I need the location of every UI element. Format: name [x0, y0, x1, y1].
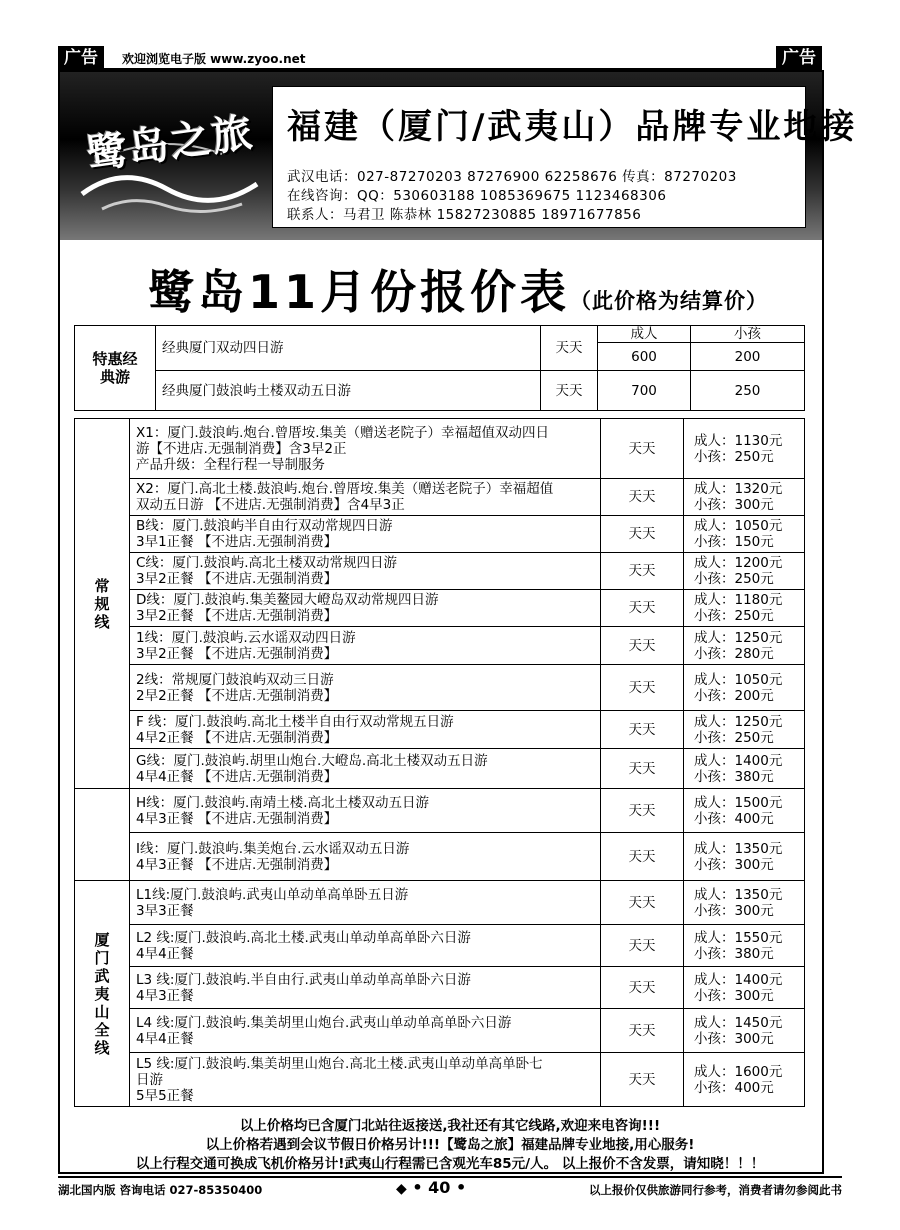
route-1	[130, 627, 601, 665]
special-row-2-child: 250	[691, 371, 805, 411]
route-l4-adult: 成人：1450元	[694, 1014, 783, 1031]
contact-people: 联系人：马君卫 陈恭林 15827230885 18971677856	[287, 207, 642, 223]
route-l5-price	[684, 1053, 805, 1107]
route-x1-line3: 产品升级：全程行程一导制服务	[136, 456, 325, 473]
route-h-price	[684, 789, 805, 833]
route-x2-line2: 双动五日游 【不进店.无强制消费】含4早3正	[136, 497, 405, 513]
route-l3-line2: 4早3正餐	[136, 987, 194, 1004]
note-line-1: 以上价格均已含厦门北站往返接送,我社还有其它线路,欢迎来电咨询!!!	[239, 1118, 661, 1134]
route-h-child: 小孩：400元	[694, 810, 774, 827]
route-c-child: 小孩：250元	[694, 571, 774, 587]
route-x1-line2: 游【不进店.无强制消费】含3早2正	[136, 440, 347, 457]
route-x1-adult: 成人：1130元	[694, 432, 783, 449]
route-l2-child: 小孩：380元	[694, 945, 774, 962]
special-category: 特惠经典游	[75, 326, 156, 411]
route-2	[130, 665, 601, 711]
route-f-adult: 成人：1250元	[694, 713, 783, 730]
route-d	[130, 590, 601, 627]
route-2-line2: 2早2正餐 【不进店.无强制消费】	[136, 687, 338, 704]
route-b-days: 天天	[601, 516, 684, 553]
route-g-days: 天天	[601, 749, 684, 789]
route-l3-days: 天天	[601, 967, 684, 1009]
route-i-adult: 成人：1350元	[694, 840, 783, 857]
brand-logo	[72, 94, 262, 224]
route-i-line1: I线：厦门.鼓浪屿.集美炮台.云水谣双动五日游	[136, 840, 410, 857]
route-l3-price	[684, 967, 805, 1009]
route-c-price	[684, 553, 805, 590]
route-l4-child: 小孩：300元	[694, 1030, 774, 1047]
special-row-1-adult: 600	[598, 343, 691, 371]
ad-label-left: 广告	[58, 46, 104, 70]
route-x2-days: 天天	[601, 479, 684, 516]
route-l1-line2: 3早3正餐	[136, 902, 194, 919]
route-l1-adult: 成人：1350元	[694, 886, 783, 903]
route-b	[130, 516, 601, 553]
route-l3	[130, 967, 601, 1009]
route-1-child: 小孩：280元	[694, 645, 774, 662]
route-l4	[130, 1009, 601, 1053]
note-line-2: 以上价格若遇到会议节假日价格另计!!!【鹭岛之旅】福建品牌专业地接,用心服务!	[205, 1137, 695, 1153]
title-sub: （此价格为结算价）	[570, 289, 769, 313]
route-l4-line1: L4 线:厦门.鼓浪屿.集美胡里山炮台.武夷山单动单高单卧六日游	[136, 1014, 512, 1031]
route-x2-child: 小孩：300元	[694, 497, 774, 513]
route-i-price	[684, 833, 805, 881]
route-b-line2: 3早1正餐 【不进店.无强制消费】	[136, 534, 338, 550]
route-l5-child: 小孩：400元	[694, 1079, 774, 1096]
special-row-1-child: 200	[691, 343, 805, 371]
route-l1-line1: L1线:厦门.鼓浪屿.武夷山单动单高单卧五日游	[136, 886, 409, 903]
logo-text: 鹭岛之旅	[83, 108, 257, 179]
route-h-line2: 4早3正餐 【不进店.无强制消费】	[136, 810, 338, 827]
site-link[interactable]: 欢迎浏览电子版 www.zyoo.net	[122, 52, 306, 66]
brand-slogan: 福建（厦门/武夷山）品牌专业地接	[287, 107, 858, 147]
route-i	[130, 833, 601, 881]
route-l4-days: 天天	[601, 1009, 684, 1053]
route-d-line1: D线：厦门.鼓浪屿.集美鳌园大嶝岛双动常规四日游	[136, 592, 439, 608]
route-l1-price	[684, 881, 805, 925]
route-f-line1: F 线：厦门.鼓浪屿.高北土楼半自由行双动常规五日游	[136, 713, 454, 730]
route-x1-price	[684, 419, 805, 479]
ad-label-right: 广告	[776, 46, 822, 70]
route-l2-line1: L2 线:厦门.鼓浪屿.高北土楼.武夷山单动单高单卧六日游	[136, 929, 471, 946]
special-head-adult: 成人	[598, 326, 691, 343]
note-line-3: 以上行程交通可换成飞机价格另计!武夷山行程需已含观光车85元/人。 以上报价不含发票，请知晓！！！	[135, 1156, 765, 1172]
page-number	[396, 1178, 466, 1197]
special-row-2-days: 天天	[541, 371, 598, 411]
route-g-line2: 4早4正餐 【不进店.无强制消费】	[136, 768, 338, 785]
route-x2-adult: 成人：1320元	[694, 481, 783, 497]
route-b-child: 小孩：150元	[694, 534, 774, 550]
contact-phone: 武汉电话：027-87270203 87276900 62258676 传真：87270203	[287, 169, 737, 185]
special-row-2-adult: 700	[598, 371, 691, 411]
route-l1-days: 天天	[601, 881, 684, 925]
route-1-price	[684, 627, 805, 665]
special-row-1-days: 天天	[541, 326, 598, 371]
route-x1-child: 小孩：250元	[694, 448, 774, 465]
route-l1	[130, 881, 601, 925]
route-g	[130, 749, 601, 789]
route-h-line1: H线：厦门.鼓浪屿.南靖土楼.高北土楼双动五日游	[136, 794, 430, 811]
route-d-price	[684, 590, 805, 627]
footer-right: 以上报价仅供旅游同行参考，消费者请勿参阅此书	[589, 1183, 842, 1197]
route-d-days: 天天	[601, 590, 684, 627]
route-x2-line1: X2：厦门.高北土楼.鼓浪屿.炮台.曾厝垵.集美（赠送老院子）幸福超值	[136, 481, 554, 497]
route-l5-line2: 日游	[136, 1071, 163, 1088]
route-l2-adult: 成人：1550元	[694, 929, 783, 946]
route-i-days: 天天	[601, 833, 684, 881]
route-f-line2: 4早2正餐 【不进店.无强制消费】	[136, 729, 338, 746]
special-row-1-name: 经典厦门双动四日游	[156, 326, 541, 371]
route-l2	[130, 925, 601, 967]
route-f-days: 天天	[601, 711, 684, 749]
route-d-adult: 成人：1180元	[694, 592, 783, 608]
route-l5-adult: 成人：1600元	[694, 1063, 783, 1080]
route-d-line2: 3早2正餐 【不进店.无强制消费】	[136, 608, 338, 624]
route-c-line1: C线：厦门.鼓浪屿.高北土楼双动常规四日游	[136, 555, 398, 571]
route-x2	[130, 479, 601, 516]
route-h-days: 天天	[601, 789, 684, 833]
route-l5-line1: L5 线:厦门.鼓浪屿.集美胡里山炮台.高北土楼.武夷山单动单高单卧七	[136, 1055, 543, 1072]
route-g-adult: 成人：1400元	[694, 752, 783, 769]
route-l5	[130, 1053, 601, 1107]
route-l5-days: 天天	[601, 1053, 684, 1107]
footer-left: 湖北国内版 咨询电话 027-85350400	[58, 1183, 263, 1197]
route-f-child: 小孩：250元	[694, 729, 774, 746]
route-l4-line2: 4早4正餐	[136, 1030, 194, 1047]
route-2-child: 小孩：200元	[694, 687, 774, 704]
route-2-adult: 成人：1050元	[694, 671, 783, 688]
route-c	[130, 553, 601, 590]
route-l2-price	[684, 925, 805, 967]
route-1-adult: 成人：1250元	[694, 629, 783, 646]
route-1-days: 天天	[601, 627, 684, 665]
route-i-line2: 4早3正餐 【不进店.无强制消费】	[136, 856, 338, 873]
route-x1-days: 天天	[601, 419, 684, 479]
route-l1-child: 小孩：300元	[694, 902, 774, 919]
contact-qq: 在线咨询：QQ：530603188 1085369675 1123468306	[287, 188, 667, 204]
route-2-price	[684, 665, 805, 711]
route-b-line1: B线：厦门.鼓浪屿半自由行双动常规四日游	[136, 518, 393, 534]
wuyi-category: 厦门武夷山全线	[75, 881, 130, 1107]
special-price-table	[74, 325, 805, 411]
route-i-child: 小孩：300元	[694, 856, 774, 873]
route-f-price	[684, 711, 805, 749]
route-x1-line1: X1：厦门.鼓浪屿.炮台.曾厝垵.集美（赠送老院子）幸福超值双动四日	[136, 424, 550, 441]
route-b-adult: 成人：1050元	[694, 518, 783, 534]
route-d-child: 小孩：250元	[694, 608, 774, 624]
special-row-2-name: 经典厦门鼓浪屿土楼双动五日游	[156, 371, 541, 411]
contact-box	[272, 86, 858, 228]
route-h-adult: 成人：1500元	[694, 794, 783, 811]
route-g-price	[684, 749, 805, 789]
route-l3-line1: L3 线:厦门.鼓浪屿.半自由行.武夷山单动单高单卧六日游	[136, 971, 471, 988]
route-1-line1: 1线：厦门.鼓浪屿.云水谣双动四日游	[136, 629, 356, 646]
route-g-child: 小孩：380元	[694, 768, 774, 785]
route-c-days: 天天	[601, 553, 684, 590]
route-l2-days: 天天	[601, 925, 684, 967]
route-c-line2: 3早2正餐 【不进店.无强制消费】	[136, 571, 338, 587]
route-h	[130, 789, 601, 833]
route-x1	[130, 419, 601, 479]
page-ornament-icon: ◆	[396, 1181, 407, 1197]
route-l5-line3: 5早5正餐	[136, 1087, 194, 1104]
route-2-line1: 2线：常规厦门鼓浪屿双动三日游	[136, 671, 334, 688]
route-price-table	[74, 418, 805, 1107]
page-number-text: • 40 •	[412, 1178, 467, 1197]
route-l2-line2: 4早4正餐	[136, 945, 194, 962]
route-x2-price	[684, 479, 805, 516]
route-l4-price	[684, 1009, 805, 1053]
route-2-days: 天天	[601, 665, 684, 711]
page-title	[148, 256, 768, 322]
route-b-price	[684, 516, 805, 553]
regular-category-extension	[75, 789, 130, 881]
route-l3-child: 小孩：300元	[694, 987, 774, 1004]
route-c-adult: 成人：1200元	[694, 555, 783, 571]
route-1-line2: 3早2正餐 【不进店.无强制消费】	[136, 645, 338, 662]
special-head-child: 小孩	[691, 326, 805, 343]
title-main: 鹭岛11月份报价表	[148, 265, 571, 319]
route-f	[130, 711, 601, 749]
route-l3-adult: 成人：1400元	[694, 971, 783, 988]
route-g-line1: G线：厦门.鼓浪屿.胡里山炮台.大嶝岛.高北土楼双动五日游	[136, 752, 488, 769]
regular-category: 常规线	[75, 419, 130, 789]
